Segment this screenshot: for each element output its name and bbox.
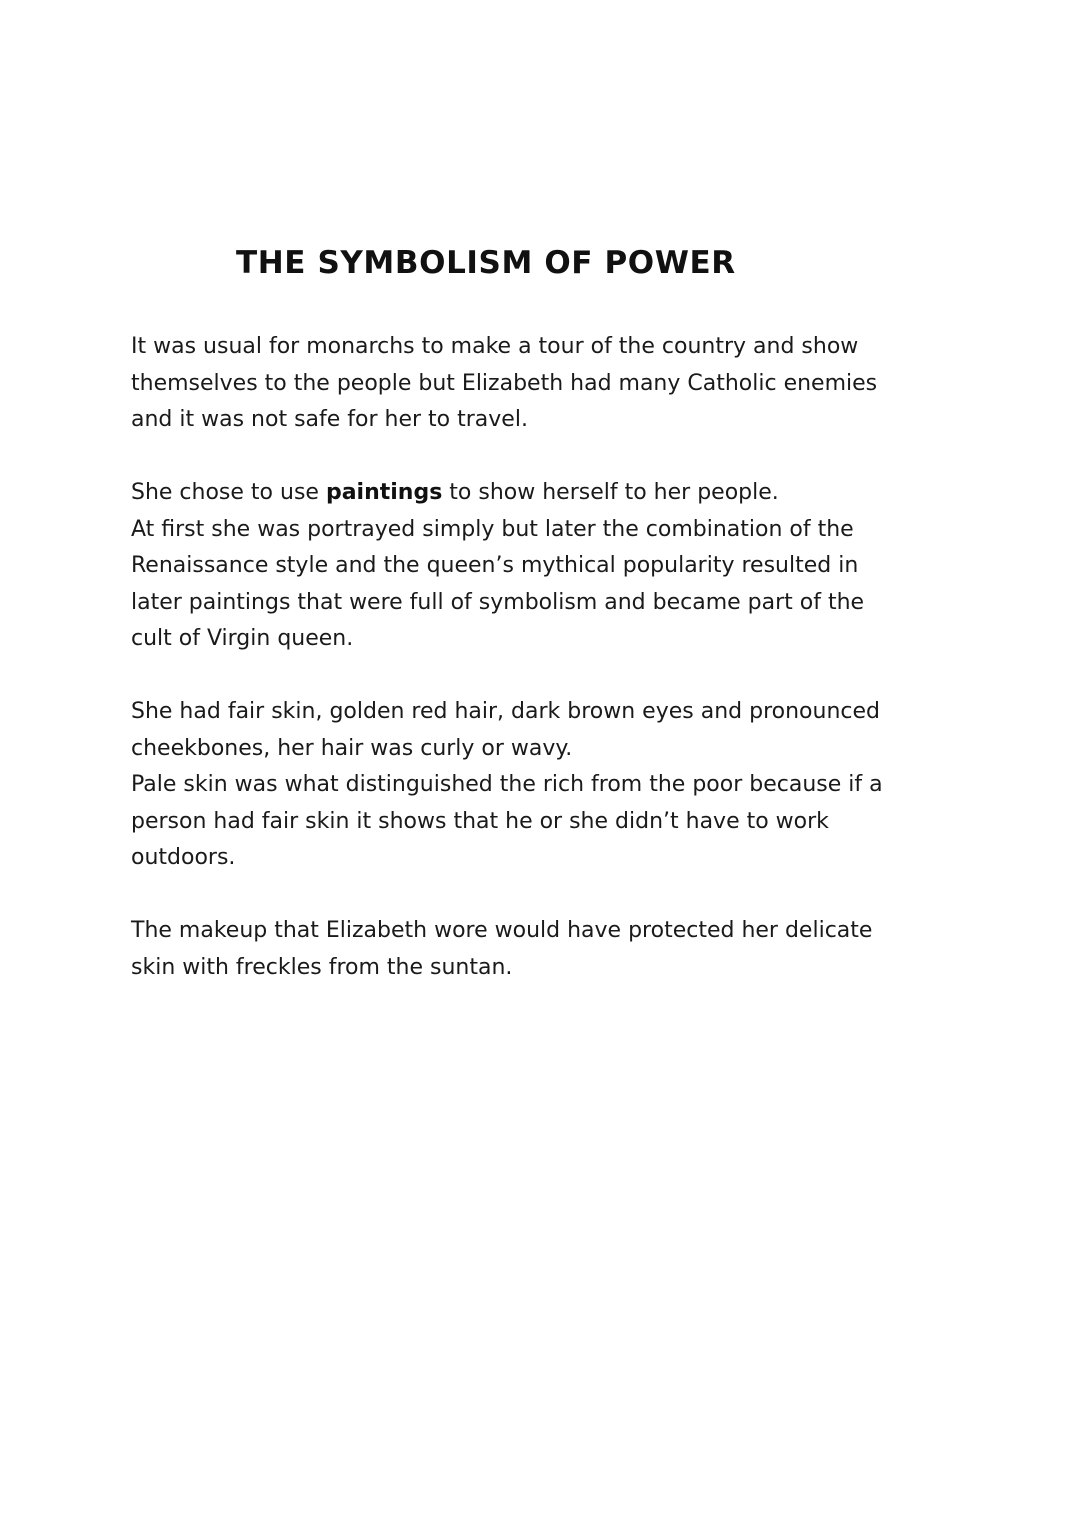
text-line: later paintings that were full of symbolism and became part of the — [131, 589, 865, 615]
text-line: Renaissance style and the queen’s mythical popularity resulted in — [131, 553, 859, 579]
text-line: skin with freckles from the suntan. — [131, 954, 513, 980]
text-line: It was usual for monarchs to make a tour of the country and show — [131, 334, 859, 359]
text-line: and it was not safe for her to travel. — [131, 407, 528, 433]
text-line: cult of Virgin queen. — [131, 626, 354, 652]
text-line: person had fair skin it shows that he or she didn’t have to work — [131, 808, 829, 834]
text-run: She chose to use — [131, 480, 326, 505]
text-line: At first she was portrayed simply but later the combination of the — [131, 516, 854, 542]
paragraph-appearance — [131, 694, 971, 877]
text-line: outdoors. — [131, 845, 236, 871]
text-line: She had fair skin, golden red hair, dark brown eyes and pronounced — [131, 699, 880, 724]
text-line: The makeup that Elizabeth wore would have protected her delicate — [131, 918, 873, 943]
paragraph-makeup — [131, 913, 971, 986]
text-line: Pale skin was what distinguished the rich from the poor because if a — [131, 772, 883, 798]
text-line: cheekbones, her hair was curly or wavy. — [131, 735, 573, 761]
text-line: themselves to the people but Elizabeth had many Catholic enemies — [131, 370, 878, 396]
page-title: THE SYMBOLISM OF POWER — [236, 245, 736, 281]
text-line — [131, 475, 971, 512]
paragraph-paintings — [131, 475, 971, 658]
emphasis-paintings: paintings — [325, 480, 443, 505]
paragraph-travel — [131, 329, 971, 439]
text-run: to show herself to her people. — [442, 480, 779, 505]
